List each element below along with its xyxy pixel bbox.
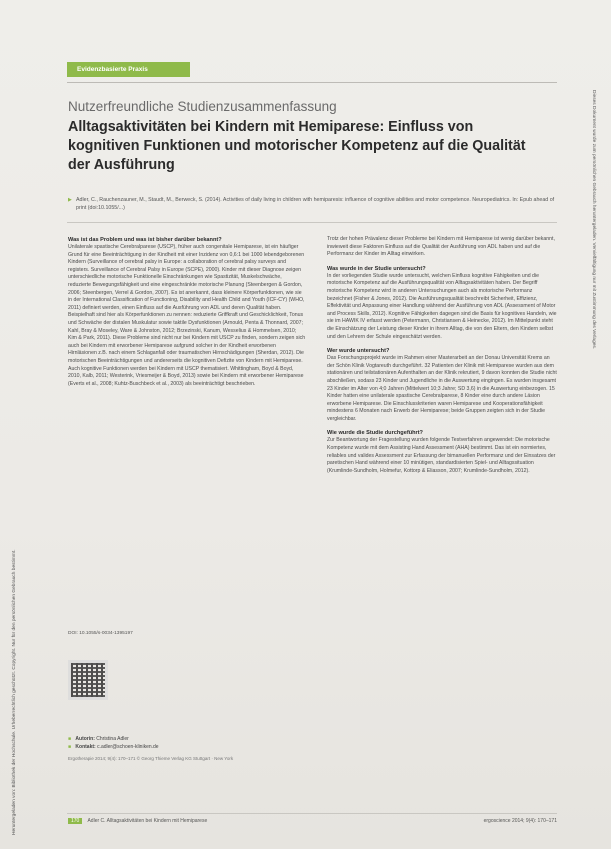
bottom-divider bbox=[67, 813, 557, 814]
bullet-icon: ■ bbox=[68, 736, 72, 742]
section-tag: Evidenzbasierte Praxis bbox=[67, 62, 190, 77]
left-section bbox=[68, 236, 306, 388]
email-line bbox=[68, 743, 268, 751]
right-section bbox=[327, 236, 557, 259]
section-text: Unilaterale spastische Cerebralparese (USCP), früher auch congenitale Hemiparese, ist ein häufiger Grund für eine Beeinträchtigung in der Kindheit mit einer Inzidenz von 0,6:1 bei 1000 lebendgeborenen Kindern (Surveillance of cerebral palsy in Europe: a collaboration of cerebral palsy surveys and registers. Surveillance of Cerebral Palsy in Europe (SCPE), 2000). Kinder mit dieser Diagnose zeigen unterschiedliche motorische Funktionelle Einschränkungen wie Spastizität, Muskelschwäche, reduzierte Bewegungsfähigkeit und eine eingeschränkte motorische Planung (Steenbergen & Gordon, 2006; Steenbergen, Verrel & Gordon, 2007). Es ist anerkannt, dass kleinere Körperfunktionen, wie sie in der International Classification of Functioning, Disability and Health Child and Youth (ICF-CY) (WHO, 2011) definiert werden, einen Einfluss auf die Ausführung von ADL und deren Qualität haben. Beispielhaft sind hier als Körperfunktionen zu nennen: reduzierte Griffkraft und Geschicklichkeit, Tonus und Schwäche der distalen Muskulatur sowie taktile Dysfunktionen (Arnould, Penta & Thonnard, 2007; Kahl, Bray & Moseley, Ware & Johnston, 2012; Brzezinski, Kanum, Wesselius & Hommelsen, 2010; Kim & Park, 2011). Diese Probleme sind nicht nur bei Kindern mit USCP zu finden, sondern zeigen sich auch bei Kindern mit erworbener Hemiparese aufgrund solcher in der Kindheit erworbenen Hirnläsionen z.B. nach einem Schlaganfall oder traumatischen Hirnschädigungen (Sherdan, 2012). Die motorischen Beeinträchtigungen und andererseits die kognitiven Defizite von Kindern mit Hemiparese. Auch kognitive Funktionen werden bei Kindern mit USCP thematisiert. Whittingham, Boyd & Boyd, 2010, Kalb, 2011; Westerink, Vriesmeijer & Boyd, 2013) sowie bei Kindern mit erworbener Hemiparese (Everts et al., 2008; Kuhtz-Buschbeck et al., 2003) als beeinträchtigt beschrieben. bbox=[68, 244, 306, 387]
right-column bbox=[327, 236, 557, 481]
middle-divider bbox=[67, 222, 557, 223]
right-section bbox=[327, 429, 557, 475]
qr-code-icon[interactable] bbox=[68, 660, 108, 700]
publication-note: Ergotherapie 2014; 9(4): 170–171 © Georg Thieme Verlag KG Stuttgart · New York bbox=[68, 756, 234, 761]
author-name: Christina Adler bbox=[96, 736, 129, 742]
section-heading: Was wurde in der Studie untersucht? bbox=[327, 265, 426, 272]
page-number: 170 bbox=[68, 818, 82, 824]
doi-label: DOI: 10.1055/s-0034-1395197 bbox=[68, 631, 133, 636]
right-section bbox=[327, 347, 557, 423]
citation bbox=[68, 196, 558, 212]
supertitle: Nutzerfreundliche Studienzusammenfassung bbox=[68, 99, 337, 114]
section-text: Trotz der hohen Prävalenz dieser Probleme bei Kindern mit Hemiparese ist wenig darüber bekannt, inwieweit diese Faktoren Einfluss auf die Qualität der Ausführung von ADL haben und auf die Performanz der Kinder im Alltag einwirken. bbox=[327, 236, 555, 258]
bullet-icon: ■ bbox=[68, 744, 72, 750]
left-column bbox=[68, 236, 306, 394]
section-text: Zur Beantwortung der Fragestellung wurden folgende Testverfahren angewendet: Die motorische Kompetenz wurde mit dem Assisting Hand Assessment (AHA) bestimmt. Das ist ein normiertes, reliables und valides Assessment zur Erfassung der bimanuellen Performanz und der Einsatzes der paretischen Hand während einer 10 minütigen, standardisierten Spiel- und Alltagssituation (Krumlinde-Sundholm, Holmefur, Kottorp & Eliasson, 2007; Krumlinde-Sundholm, 2012). bbox=[327, 437, 556, 474]
article-title: Alltagsaktivitäten bei Kindern mit Hemiparese: Einfluss von kognitiven Funktionen und motorischer Kompetenz auf die Qualität der Ausführung bbox=[68, 119, 526, 173]
side-note-right: Dieses Dokument wurde zum persönlichen Gebrauch heruntergeladen. Vervielfältigung nur mit Zustimmung des Verlages. bbox=[591, 90, 596, 350]
running-title: Adler C. Alltagsaktivitäten bei Kindern mit Hemiparese bbox=[87, 818, 208, 824]
section-heading: Was ist das Problem und was ist bisher darüber bekannt? bbox=[68, 237, 222, 243]
email-link[interactable]: c.adler@schoen-kliniken.de bbox=[97, 744, 159, 750]
right-section bbox=[327, 265, 557, 341]
author-label: Autorin: bbox=[75, 736, 95, 742]
section-heading: Wie wurde die Studie durchgeführt? bbox=[327, 430, 423, 437]
footer-journal: ergoscience 2014; 9(4): 170–171 bbox=[483, 818, 557, 824]
contact-block bbox=[68, 735, 268, 751]
section-text: In der vorliegenden Studie wurde untersucht, welchen Einfluss kognitive Fähigkeiten und die motorische Kompetenz auf die Ausführungsqualität von Alltagsaktivitäten haben. Der Begriff motorische Kompetenz wird in anderen Untersuchungen auch als motorische Performanz bezeichnet (Fisher & Jones, 2012). Die Ausführungsqualität beschreibt Sicherheit, Effizienz, Effektivität und Anpassung einer Handlung während der Ausführung von ADL (Assessment of Motor and Process Skills, 2012). Kognitive Fähigkeiten dagegen sind die Basis für kognitives Handeln, wie sie im HAWIK IV erfasst werden (Petermann, Christiansen & Heinecke, 2012). Im Mittelpunkt steht die Einschätzung der Leistung dieser Kinder in ihrem Alltag, die von den Eltern, den Kindern selbst und den Lehrern der Schule eingeschätzt werden. bbox=[327, 272, 557, 340]
email-label: Kontakt: bbox=[75, 744, 96, 750]
footer-left bbox=[68, 818, 207, 824]
side-note-left: Heruntergeladen von: Bibliothek der Hochschule. Urheberrechtlich geschützt. Copyright. Nur für den persönlichen Gebrauch bestimmt. bbox=[12, 549, 17, 835]
section-text: Das Forschungsprojekt wurde im Rahmen einer Masterarbeit an der Donau Universität Krems an der Schön Klinik Vogtareuth durchgeführt. 32 Patienten der Klinik mit Hemiparese wurden aus dem stationären und teilstationären Aufenthalten an der Klinik rekrutiert, 9 davon konnten die Studie nicht abschließen, sodass 23 Kinder und Jugendliche in die Auswertung eingingen. Es wurden insgesamt 23 Kinder im Alter von 4;0 Jahren (Mittelwert 10;3 Jahre; SD 3,6) in die Auswertung einbezogen. 15 Kinder hatten eine unilaterale spastische Cerebralparese, 8 Kinder eine durch andere Läsion erworbene Hemiparese. Die Einschlusskriterien waren Hemiparese und Kooperationsfähigkeit mindestens 6 Monaten nach Erwerb der Hemiparese; beide Gruppen zeigten sich in der Studie vergleichbar. bbox=[327, 355, 557, 422]
citation-text: Adler, C., Rauchenzauner, M., Staudt, M., Berweck, S. (2014). Activities of daily living in children with hemiparesis: influence of cognitive abilities and motor competence. Neuropediatrics. In: Epub ahead of print (doi:10.1055/...) bbox=[76, 197, 555, 211]
top-divider bbox=[67, 82, 557, 83]
section-heading: Wer wurde untersucht? bbox=[327, 348, 390, 355]
triangle-bullet-icon: ▶ bbox=[68, 197, 72, 203]
author-line bbox=[68, 735, 268, 743]
